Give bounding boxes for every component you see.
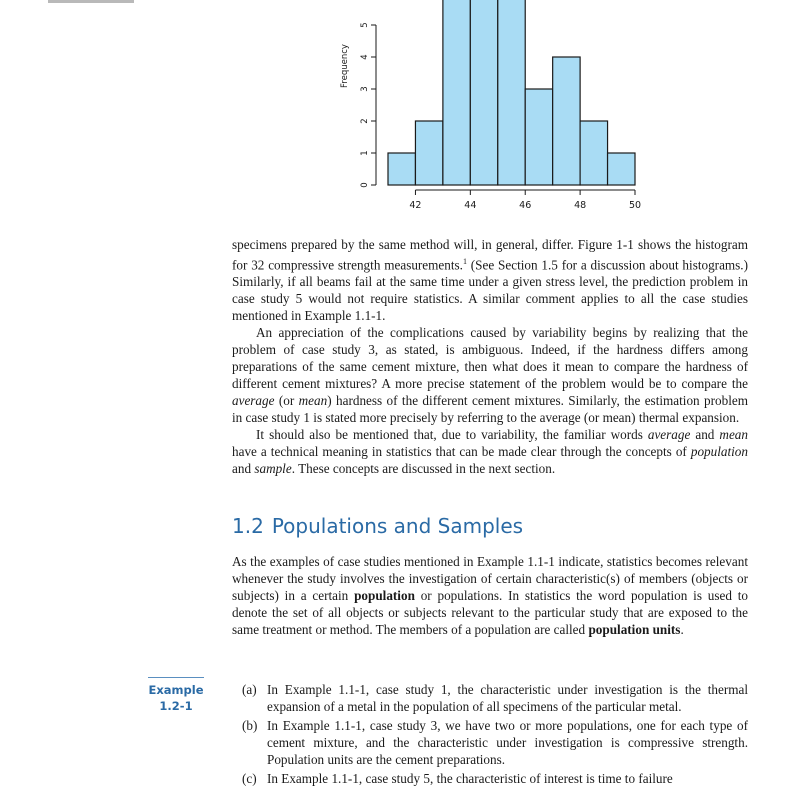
x-tick-label: 50	[628, 200, 642, 211]
y-axis-label: Frequency	[340, 44, 350, 88]
x-tick-label: 42	[409, 200, 422, 211]
example-item-c: (c) In Example 1.1-1, case study 5, the characteristic of interest is time to failure	[242, 771, 673, 786]
y-tick-label: 1	[360, 150, 370, 156]
y-tick-label: 0	[360, 182, 370, 188]
section-number: 1.2	[232, 514, 264, 538]
y-tick-label: 2	[360, 118, 370, 124]
header-rule	[48, 0, 134, 3]
histogram-figure	[330, 0, 660, 218]
histogram-bar	[525, 89, 552, 185]
histogram-bar	[498, 0, 525, 185]
histogram-bar	[553, 57, 580, 185]
x-tick-label: 46	[519, 200, 532, 211]
histogram-bar	[580, 121, 607, 185]
y-tick-label: 3	[360, 86, 370, 92]
example-number: 1.2-1	[159, 699, 193, 713]
example-item-b: (b) In Example 1.1-1, case study 3, we have two or more populations, one for each type of cement mixture, and the characteristic under investigation is compressive strength. Population units are the cement preparations.	[242, 718, 748, 767]
x-tick-label: 44	[464, 200, 477, 211]
histogram-bar	[388, 153, 415, 185]
body-paragraphs	[232, 236, 748, 477]
section-heading	[232, 514, 531, 538]
footnote-ref[interactable]: 1	[462, 257, 467, 266]
x-tick-label: 48	[574, 200, 587, 211]
paragraph-4: As the examples of case studies mentioned in Example 1.1-1 indicate, statistics becomes relevant whenever the study involves the investigation of certain characteristic(s) of members (objects or subjects) in a certain population or populations. In statistics the word population is used to denote the set of all objects or subjects relevant to the particular study that are exposed to the same treatment or method. The members of a population are called population units.	[232, 554, 748, 637]
histogram-bar	[470, 0, 497, 185]
example-label: Example 1.2-1	[148, 677, 204, 714]
paragraph-3: It should also be mentioned that, due to variability, the familiar words average and mean have a technical meaning in statistics that can be made clear through the concepts of population and sample. These concepts are discussed in the next section.	[232, 427, 748, 477]
paragraph-2: An appreciation of the complications caused by variability begins by realizing that the problem of case study 3, as stated, is ambiguous. Indeed, if the hardness differs among preparations of the same cement mixture, then what does it mean to compare the hardness of different cement mixtures? A more precise statement of the problem would be to compare the average (or mean) hardness of the different cement mixtures. Similarly, the estimation problem in case study 1 is stated more precisely by referring to the average (or mean) thermal expansion.	[232, 325, 748, 426]
section-title: Populations and Samples	[271, 514, 524, 538]
histogram-bar	[415, 121, 442, 185]
example-items	[242, 681, 748, 789]
section-intro	[232, 553, 748, 638]
histogram-bar	[443, 0, 470, 185]
paragraph-1: specimens prepared by the same method will, in general, differ. Figure 1-1 shows the histogram for 32 compressive strength measurements.$^1$ (See Section 1.5 for a discussion about histograms.) Similarly, if all beams fail at the same time under a given stress level, the prediction problem in case study 5 would not require statistics. A similar comment applies to all the case studies mentioned in Example 1.1-1.	[232, 237, 748, 324]
y-tick-label: 5	[360, 22, 370, 28]
example-item-a: (a) In Example 1.1-1, case study 1, the characteristic under investigation is the thermal expansion of a metal in the population of all specimens of the particular metal.	[242, 682, 748, 714]
y-tick-label: 4	[360, 54, 370, 60]
histogram-bar	[608, 153, 635, 185]
